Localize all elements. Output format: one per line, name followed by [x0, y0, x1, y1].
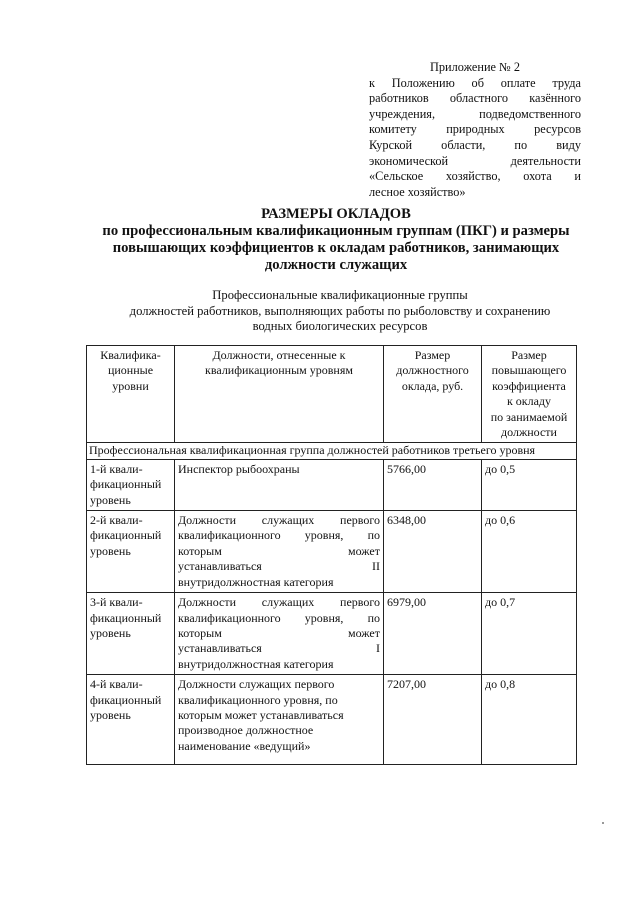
group-row: [87, 443, 577, 459]
coefficient-cell: до 0,7: [482, 593, 577, 675]
title-line: по профессиональным квалификационным группам (ПКГ) и размеры: [102, 223, 570, 239]
annex-line: учреждения, подведомственного: [369, 106, 581, 121]
position-line: внутридолжностная категория: [178, 574, 334, 589]
salary-cell: 5766,00: [384, 459, 482, 510]
position-line: которым может: [178, 543, 380, 558]
annex-line: к Положению об оплате труда: [369, 75, 581, 90]
title-line: должности служащих: [264, 257, 408, 273]
coefficient-cell: до 0,8: [482, 675, 577, 765]
table-row: [87, 675, 577, 765]
position-line: наименование «ведущий»: [178, 738, 311, 753]
group-label: Профессиональная квалификационная группа должностей работников третьего уровня: [87, 443, 577, 459]
subtitle-line: должностей работников, выполняющих работы по рыболовству и сохранению: [129, 303, 551, 318]
annex-line: лесное хозяйство»: [369, 184, 466, 199]
position-line: которым может: [178, 625, 380, 640]
position-line: квалификационного уровня, по: [178, 528, 380, 543]
annex-line: «Сельское хозяйство, охота и: [369, 169, 581, 184]
salary-table: [86, 345, 577, 765]
position-line: Должности служащих первого: [178, 513, 380, 528]
header-cell-position: Должности, отнесенные к квалификационным уровням: [175, 346, 384, 443]
position-line: Должности служащих первого: [178, 677, 335, 692]
position-line: внутридолжностная категория: [178, 656, 334, 671]
position-line: устанавливаться II: [178, 559, 380, 574]
annex-title: Приложение № 2: [429, 60, 521, 74]
level-cell: 3-й квали- фикационный уровень: [87, 593, 175, 675]
header-cell-coefficient: Размер повышающего коэффициента к окладу по занимаемой должности: [482, 346, 577, 443]
position-cell: [175, 675, 384, 765]
title-line: повышающих коэффициентов к окладам работников, занимающих: [112, 240, 560, 256]
header-cell-level: Квалифика- ционные уровни: [87, 346, 175, 443]
position-line: Инспектор рыбоохраны: [178, 461, 300, 476]
salary-cell: 6979,00: [384, 593, 482, 675]
subtitle-line: водных биологических ресурсов: [252, 319, 428, 333]
section-subtitle: [80, 288, 600, 335]
position-line: устанавливаться I: [178, 641, 380, 656]
position-line: Должности служащих первого: [178, 595, 380, 610]
coefficient-cell: до 0,5: [482, 459, 577, 510]
position-line: квалификационного уровня, по: [178, 610, 380, 625]
position-line: производное должностное: [178, 723, 314, 738]
salary-cell: 6348,00: [384, 511, 482, 593]
annex-line: комитету природных ресурсов: [369, 122, 581, 137]
table-row: [87, 593, 577, 675]
table-row: [87, 511, 577, 593]
annex-line: работников областного казённого: [369, 91, 581, 106]
position-cell: [175, 593, 384, 675]
level-cell: 1-й квали- фикационный уровень: [87, 459, 175, 510]
header-cell-salary: Размер должностного оклада, руб.: [384, 346, 482, 443]
table-row: [87, 459, 577, 510]
title-line: РАЗМЕРЫ ОКЛАДОВ: [261, 206, 411, 222]
document-title: [60, 206, 612, 274]
level-cell: 4-й квали- фикационный уровень: [87, 675, 175, 765]
level-cell: 2-й квали- фикационный уровень: [87, 511, 175, 593]
position-line: квалификационного уровня, по: [178, 692, 338, 707]
position-cell: [175, 511, 384, 593]
coefficient-cell: до 0,6: [482, 511, 577, 593]
annex-block: [369, 60, 581, 200]
salary-cell: 7207,00: [384, 675, 482, 765]
annex-line: Курской области, по виду: [369, 137, 581, 152]
position-line: которым может устанавливаться: [178, 707, 344, 722]
position-cell: [175, 459, 384, 510]
scan-speck: [602, 822, 604, 824]
annex-line: экономической деятельности: [369, 153, 581, 168]
subtitle-line: Профессиональные квалификационные группы: [212, 288, 468, 302]
table-header-row: [87, 346, 577, 443]
